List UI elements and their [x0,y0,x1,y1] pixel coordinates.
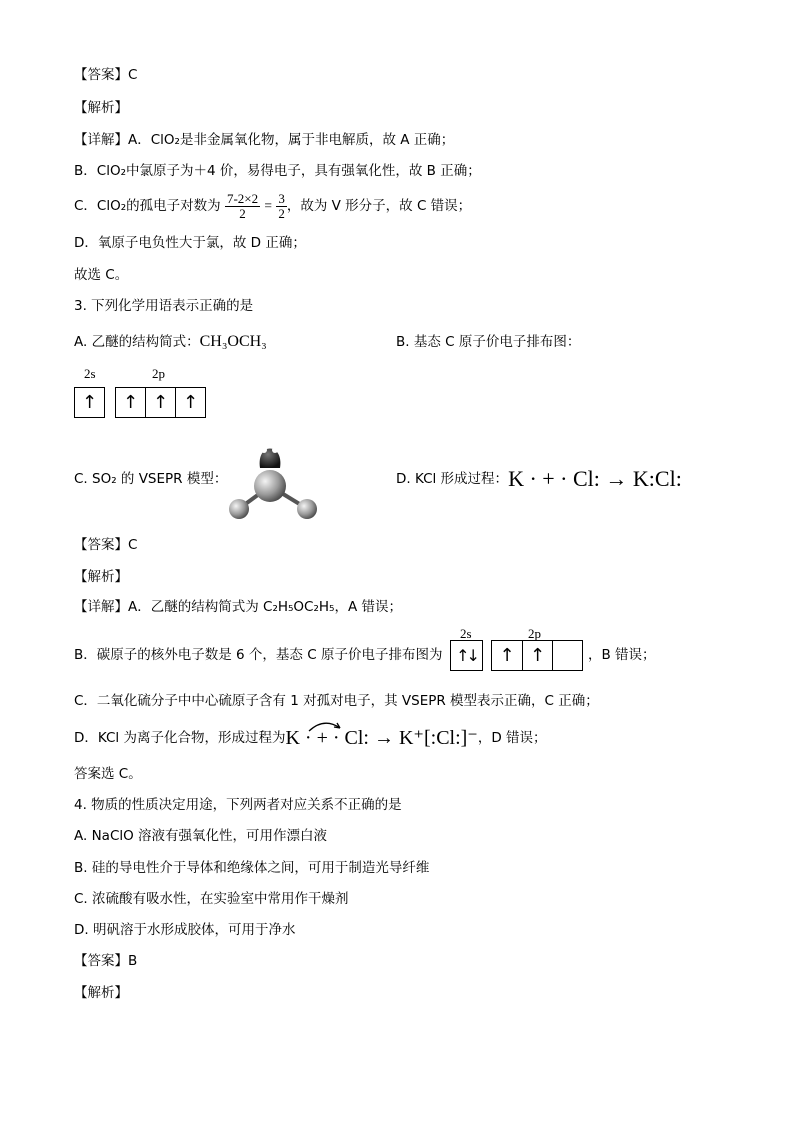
q2-detail-d: D．氧原子电负性大于氯，故 D 正确； [74,235,306,251]
detail-tag: 【详解】 [74,132,128,148]
q4-stem: 4. 物质的性质决定用途，下列两者对应关系不正确的是 [74,797,402,813]
arrow-up-icon: ↑ [81,392,98,413]
detail-b-pre: B．碳原子的核外电子数是 6 个，基态 C 原子价电子排布图为 [74,647,443,663]
electron-transfer-arrow-icon [306,719,346,733]
orbital-box-2p-2 [145,387,176,418]
answer-value: C [128,67,138,83]
q4-option-b: B. 硅的导电性介于导体和绝缘体之间，可用于制造光导纤维 [74,860,430,876]
oxygen-atom [229,499,249,519]
arrow-up-icon: ↑ [499,645,515,666]
q2-answer-line [74,66,137,84]
arrow-up-icon: ↑ [152,392,169,413]
detail-b-post: ，B 错误； [588,647,656,663]
detail-text: A．ClO₂是非金属氧化物，属于非电解质，故 A 正确； [128,132,455,148]
detail-d-post: ，D 错误； [477,730,547,746]
electron-dot [272,447,278,453]
q3-option-c-label: C. SO₂ 的 VSEPR 模型： [74,471,228,487]
detail-d-pre: D．KCl 为离子化合物，形成过程为 [74,730,286,746]
q3-stem: 3. 下列化学用语表示正确的是 [74,298,254,314]
detail-tag: 【详解】 [74,599,128,615]
equals-sign: = [264,198,273,213]
orbital-2s-label: 2s [84,366,96,381]
detail-c-pre: C．ClO₂的孤电子对数为 [74,198,221,214]
vsepr-model-image [222,432,322,522]
fraction-denominator: 2 [239,205,246,221]
q4-analysis-tag: 【解析】 [74,985,128,1001]
q2-detail-a [74,131,454,149]
option-a-label: A. 乙醚的结构简式： [74,334,200,350]
q2-conclusion: 故选 C。 [74,267,129,283]
option-a-formula: CH₃OCH₃ [199,333,267,350]
q3-option-d [396,466,682,491]
arrow-updown-icon: ↑↓ [456,646,477,665]
q3-answer-line [74,536,137,554]
arrow-up-icon: ↑ [182,392,199,413]
arrow-up-icon: ↑ [122,392,139,413]
orbital-box-2s [450,640,483,671]
orbital-box-2p-2 [522,640,553,671]
q2-detail-c [74,188,471,224]
answer-tag: 【答案】 [74,953,128,969]
q4-option-a: A. NaClO 溶液有强氧化性，可用作漂白液 [74,828,328,844]
q3-detail-c: C．二氧化硫分子中中心硫原子含有 1 对孤对电子，其 VSEPR 模型表示正确，C 正确； [74,693,599,709]
arrow-up-icon: ↑ [529,645,546,666]
answer-tag: 【答案】 [74,67,128,83]
option-d-label: D. KCl 形成过程： [396,471,509,487]
electron-dot [261,447,267,453]
detail-d-formula: K · + · Cl: → K⁺[:Cl:]⁻ [285,727,478,749]
q3-option-a [74,333,267,351]
orbital-box-2p-1 [115,387,146,418]
q3-detail-b [74,646,442,664]
q3-analysis-tag: 【解析】 [74,569,128,585]
q2-detail-b: B．ClO₂中氯原子为＋4 价，易得电子，具有强氧化性，故 B 正确； [74,163,481,179]
oxygen-atom [297,499,317,519]
answer-tag: 【答案】 [74,537,128,553]
orbital-box-2p-3 [175,387,206,418]
q3-option-b-label: B. 基态 C 原子价电子排布图： [396,334,581,350]
fraction-numerator: 7-2×2 [226,190,259,206]
fraction-numerator: 3 [278,190,285,206]
detail-text: A．乙醚的结构简式为 C₂H₅OC₂H₅，A 错误； [128,599,402,615]
q4-option-d: D. 明矾溶于水形成胶体，可用于净水 [74,922,296,938]
orbital-box-2s [74,387,105,418]
q4-answer-line [74,952,137,970]
fraction-result [276,192,287,221]
orbital-box-2p-1 [491,640,523,671]
answer-value: C [128,537,138,553]
fraction-lone-pairs [225,192,260,221]
orbital-box-2p-3 [552,640,583,671]
sulfur-atom [254,470,286,502]
detail-c-post: ，故为 V 形分子，故 C 错误； [286,198,472,214]
answer-value: B [128,953,138,969]
option-d-formula: K · + · Cl: → K:Cl: [508,466,682,491]
fraction-denominator: 2 [278,205,285,221]
q3-conclusion: 答案选 C。 [74,766,142,782]
orbital-2p-label: 2p [152,366,165,381]
q2-analysis-tag: 【解析】 [74,100,128,116]
orbital-2p-label: 2p [528,626,541,641]
orbital-2s-label: 2s [460,626,472,641]
q4-option-c: C. 浓硫酸有吸水性，在实验室中常用作干燥剂 [74,891,349,907]
q3-detail-a [74,598,402,616]
